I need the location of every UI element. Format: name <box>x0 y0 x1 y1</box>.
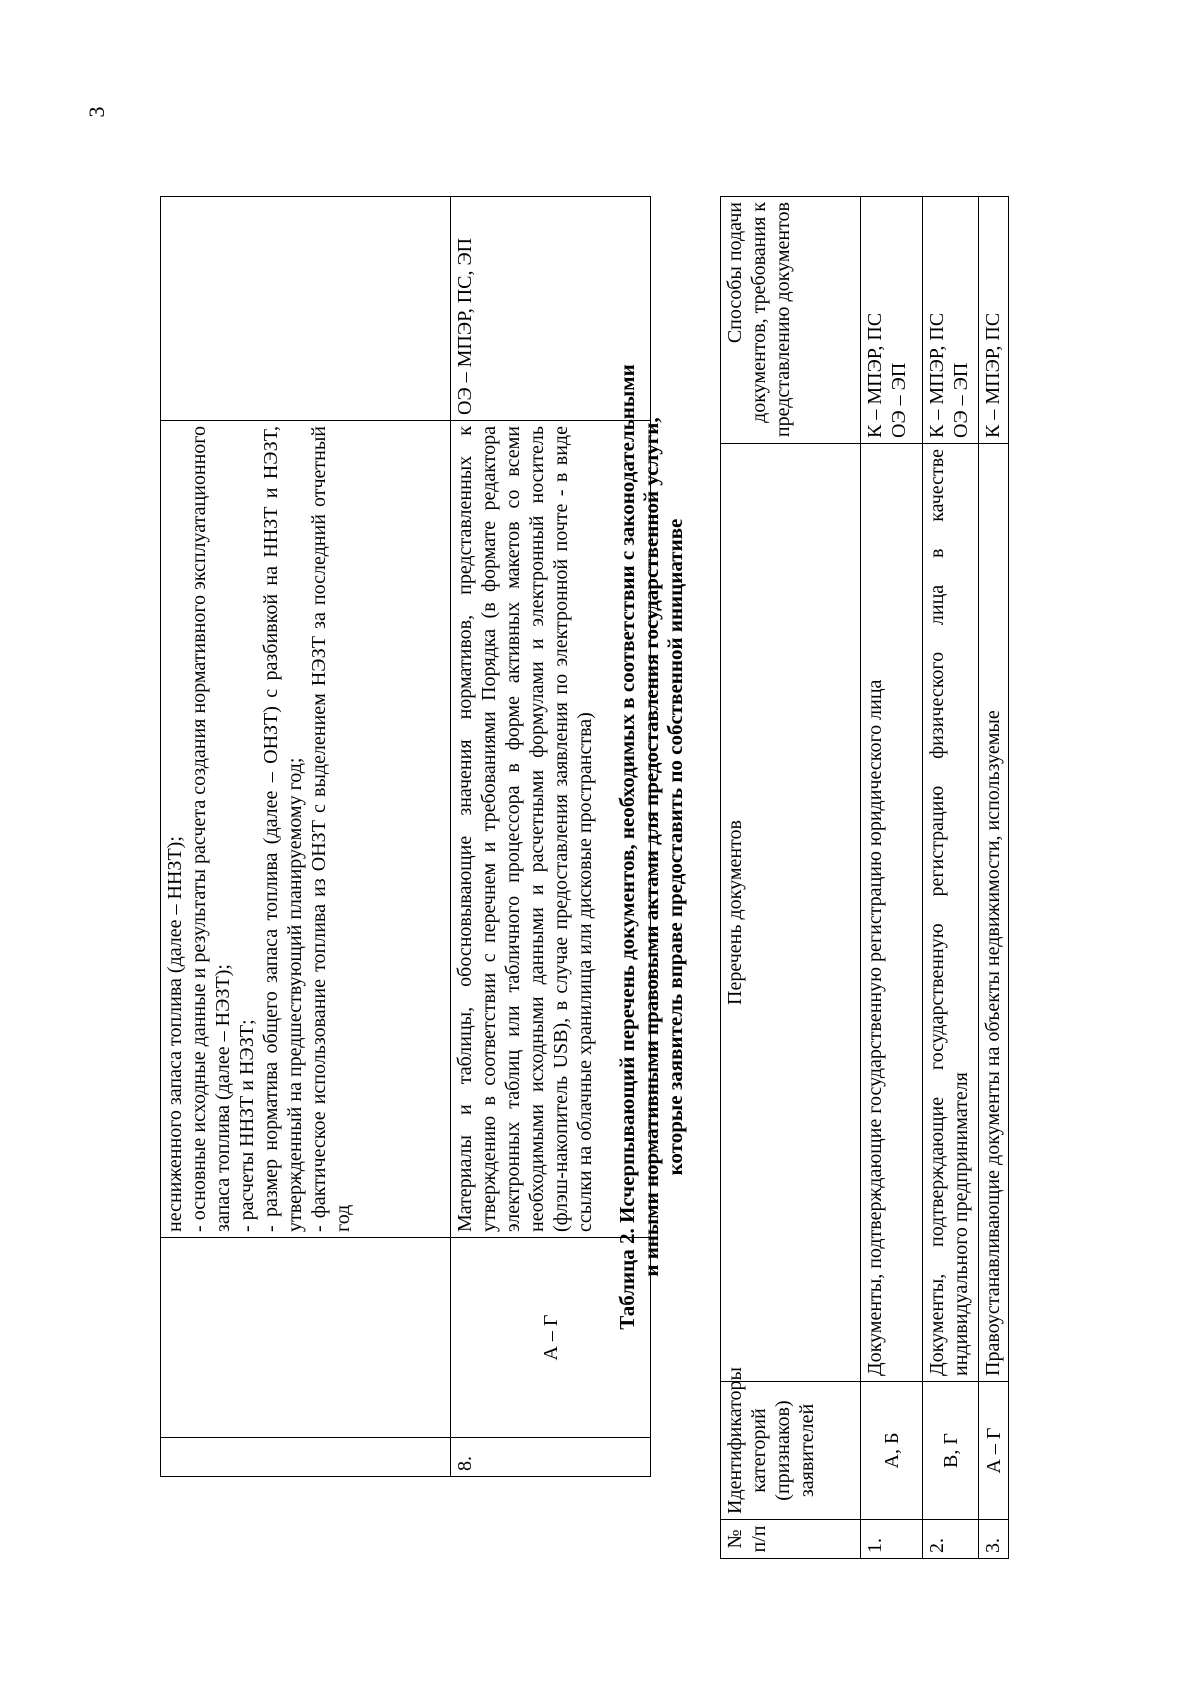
method-line: К – МПЭР, ПС <box>982 312 1004 438</box>
doc-line: - фактическое использование топлива из ОНЗТ с выделением НЭЗТ за последний отчетный год <box>308 426 354 1232</box>
header-num: № п/п <box>721 1520 861 1559</box>
doc-line: несниженного запаса топлива (далее – ННЗТ); <box>164 836 186 1232</box>
page-number: 3 <box>84 106 109 118</box>
header-ids: Идентификаторы категорий (признаков) заявителей <box>721 1382 861 1520</box>
documents-table-2 <box>720 196 1009 1559</box>
docs-cell: Правоустанавливающие документы на объекты недвижимости, используемые <box>979 444 1009 1382</box>
num-cell: 3. <box>979 1520 1009 1559</box>
method-line: К – МПЭР, ПС <box>864 312 886 438</box>
num-cell <box>161 1438 451 1477</box>
docs-cell: Документы, подтверждающие государственную регистрацию юридического лица <box>861 444 923 1382</box>
heading-line: Таблица 2. Исчерпывающий перечень документов, необходимых в соответствии с законодательными <box>615 364 639 1330</box>
ids-cell: А, Б <box>861 1382 923 1520</box>
method-line: К – МПЭР, ПС <box>926 312 948 438</box>
methods-cell <box>861 197 923 444</box>
method-line: ОЭ – ЭП <box>888 362 910 438</box>
docs-cell: Документы, подтверждающие государственную регистрацию физического лица в качестве индивидуального предпринимателя <box>923 444 979 1382</box>
heading-line: и иными нормативными правовыми актами для предоставления государственной услуги, <box>639 417 663 1277</box>
table-2-heading <box>615 297 687 1397</box>
docs-cell <box>161 421 451 1238</box>
heading-line: которые заявитель вправе предоставить по собственной инициативе <box>663 518 687 1176</box>
ids-cell: А – Г <box>451 1238 651 1438</box>
methods-cell <box>161 197 451 421</box>
table-row <box>923 197 979 1559</box>
table-row <box>161 197 451 1477</box>
docs-cell: Материалы и таблицы, обосновывающие значения нормативов, представленных к утверждению в соответствии с перечнем и требованиями Порядка (в формате редактора электронных таблиц или табличного процессора в форме активных макетов со всеми необходимыми исходными данными и расчетными формулами и электронный носитель (флэш-накопитель USB), в случае предоставления заявления по электронной почте - в виде ссылки на облачные хранилища или дисковые пространства) <box>451 421 651 1238</box>
num-cell: 2. <box>923 1520 979 1559</box>
method-line: ОЭ – ЭП <box>950 362 972 438</box>
methods-cell <box>979 197 1009 444</box>
doc-line: - размер норматива общего запаса топлива (далее – ОНЗТ) с разбивкой на ННЗТ и НЭЗТ, утвержденный на предшествующий планируемому год; <box>260 426 306 1232</box>
methods-cell: ОЭ – МПЭР, ПС, ЭП <box>451 197 651 421</box>
ids-cell: А – Г <box>979 1382 1009 1520</box>
methods-cell <box>923 197 979 444</box>
table-row <box>979 197 1009 1559</box>
ids-cell: В, Г <box>923 1382 979 1520</box>
table-row <box>861 197 923 1559</box>
documents-table-continued <box>160 196 651 1477</box>
doc-line: - расчеты ННЗТ и НЭЗТ; <box>236 1019 258 1232</box>
ids-cell <box>161 1238 451 1438</box>
num-cell: 1. <box>861 1520 923 1559</box>
table-header-row <box>721 197 861 1559</box>
header-docs: Перечень документов <box>721 444 861 1382</box>
doc-line: - основные исходные данные и результаты расчета создания нормативного эксплуатационного запаса топлива (далее – НЭЗТ); <box>188 426 234 1232</box>
header-methods: Способы подачи документов, требования к представлению документов <box>721 197 861 444</box>
num-cell: 8. <box>451 1438 651 1477</box>
